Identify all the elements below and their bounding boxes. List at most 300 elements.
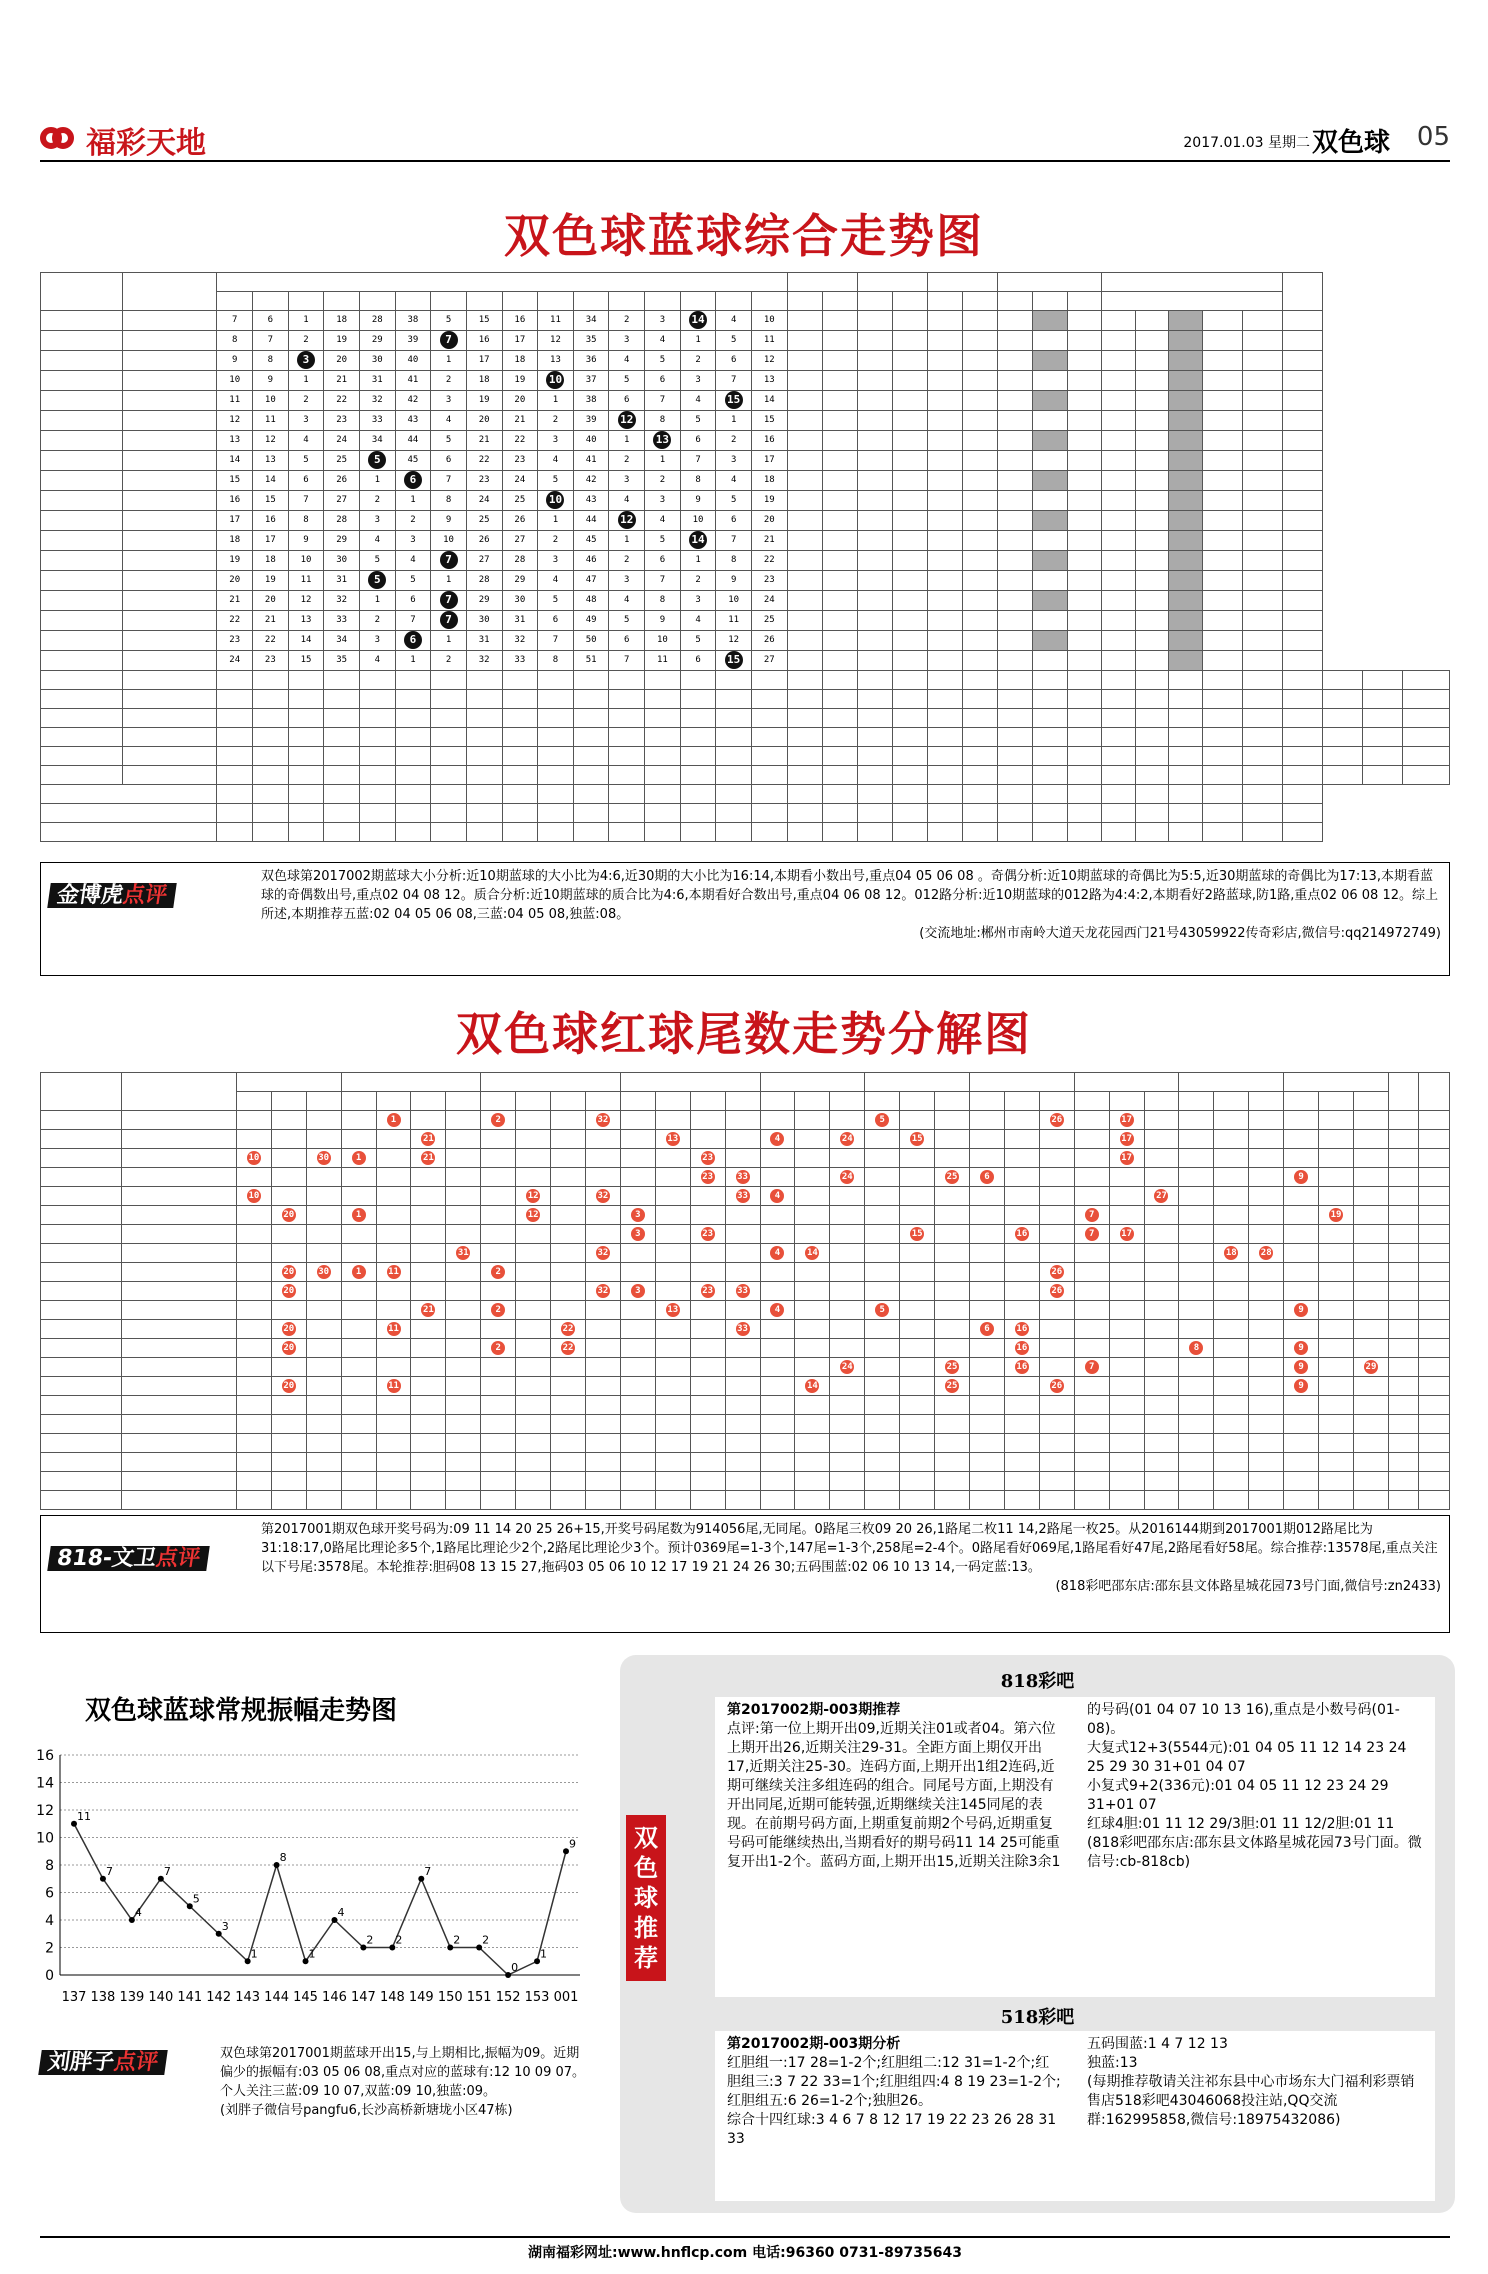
empty-cell — [822, 709, 857, 728]
tail-cell — [620, 1206, 655, 1225]
stat-cell — [822, 591, 857, 611]
tail-cell — [690, 1187, 725, 1206]
dist-cell: 1 — [716, 411, 752, 431]
hit-ball: 26 — [1051, 1380, 1063, 1391]
sum-cell — [1388, 1111, 1418, 1130]
tail-cell — [760, 1130, 795, 1149]
hit-ball: 7 — [440, 591, 458, 609]
stats-row — [41, 804, 1450, 823]
tail-cell — [1203, 371, 1243, 391]
empty-cell — [1249, 1453, 1284, 1472]
tail-cell — [411, 1263, 446, 1282]
dist-cell: 36 — [573, 351, 609, 371]
stat-cell — [822, 351, 857, 371]
empty-cell — [857, 766, 892, 785]
empty-cell — [585, 1453, 620, 1472]
empty-cell — [1354, 1491, 1389, 1510]
stat-cell — [822, 371, 857, 391]
stats-cell — [1032, 823, 1067, 842]
hit-ball: 21 — [422, 1152, 434, 1163]
route-cell — [1067, 551, 1101, 571]
tail-cell — [1135, 351, 1169, 371]
subheader-cell — [760, 1092, 795, 1111]
grp-cell — [1419, 1339, 1450, 1358]
dist-cell: 4 — [716, 311, 752, 331]
stat-cell — [962, 651, 997, 671]
tail-cell — [1243, 511, 1283, 531]
empty-cell — [431, 671, 467, 690]
tail-cell — [481, 1244, 516, 1263]
hit-ball: 20 — [283, 1266, 295, 1277]
empty-cell — [927, 690, 962, 709]
empty-cell — [1214, 1396, 1249, 1415]
tail-cell — [306, 1358, 341, 1377]
dist-cell: 11 — [217, 391, 253, 411]
empty-cell — [253, 671, 289, 690]
dist-cell: 45 — [573, 531, 609, 551]
tail-cell — [411, 1206, 446, 1225]
empty-cell — [411, 1472, 446, 1491]
tail-cell — [620, 1263, 655, 1282]
tail-cell — [306, 1282, 341, 1301]
empty-cell — [1284, 1491, 1319, 1510]
data-row — [41, 491, 1450, 511]
data-label: 1 — [250, 1947, 258, 1961]
stat-cell — [962, 611, 997, 631]
stat-cell — [857, 431, 892, 451]
empty-cell — [725, 1491, 760, 1510]
dist-cell: 13 — [288, 611, 324, 631]
x-tick-label: 142 — [206, 1990, 232, 2005]
empty-cell — [892, 709, 927, 728]
dist-cell: 1 — [288, 311, 324, 331]
grp-cell — [1419, 1377, 1450, 1396]
dist-cell: 20 — [752, 511, 788, 531]
dist-cell: 2 — [288, 331, 324, 351]
dist-cell — [431, 551, 467, 571]
stats-cell — [395, 823, 431, 842]
empty-cell — [1144, 1396, 1179, 1415]
empty-cell — [969, 1491, 1004, 1510]
stats-cell — [1169, 785, 1203, 804]
stat-cell — [927, 311, 962, 331]
empty-cell — [1319, 1472, 1354, 1491]
data-row — [41, 1206, 1450, 1225]
dist-cell: 2 — [645, 471, 681, 491]
tail-cell — [516, 1339, 551, 1358]
stat-cell — [892, 371, 927, 391]
tail-cell — [271, 1263, 306, 1282]
subheader-cell — [900, 1092, 935, 1111]
data-label: 0 — [511, 1961, 519, 1974]
hit-ball: 32 — [597, 1114, 609, 1125]
stats-cell — [716, 785, 752, 804]
empty-cell — [573, 671, 609, 690]
empty-cell — [1109, 1453, 1144, 1472]
tail-cell — [236, 1358, 271, 1377]
empty-cell — [609, 728, 645, 747]
empty-cell — [997, 709, 1032, 728]
dist-cell: 2 — [609, 551, 645, 571]
empty-cell — [1203, 690, 1243, 709]
empty-cell — [725, 1472, 760, 1491]
data-row — [41, 1320, 1450, 1339]
col-pc — [927, 273, 997, 292]
tail-cell — [1074, 1301, 1109, 1320]
tail-cell — [1135, 331, 1169, 351]
tail-cell — [900, 1282, 935, 1301]
stat-cell — [892, 331, 927, 351]
stat-cell — [857, 351, 892, 371]
x-tick-label: 149 — [408, 1990, 434, 2005]
dist-cell: 26 — [324, 471, 360, 491]
empty-cell — [1419, 1415, 1450, 1434]
data-row — [41, 351, 1450, 371]
tail-cell — [516, 1149, 551, 1168]
dist-cell: 8 — [253, 351, 289, 371]
dist-cell: 40 — [573, 431, 609, 451]
stat-cell — [927, 391, 962, 411]
empty-cell — [900, 1472, 935, 1491]
empty-cell — [1322, 671, 1362, 690]
period-cell — [41, 1358, 122, 1377]
tail-cell — [1284, 1339, 1319, 1358]
empty-cell — [822, 747, 857, 766]
stat-cell — [892, 491, 927, 511]
data-row — [41, 1244, 1450, 1263]
hit-ball: 30 — [318, 1152, 330, 1163]
comment-1 — [40, 862, 1450, 976]
stats-cell — [431, 785, 467, 804]
period-cell — [41, 591, 123, 611]
dist-cell: 38 — [573, 391, 609, 411]
stat-cell — [857, 331, 892, 351]
tail-cell — [341, 1149, 376, 1168]
stats-row — [41, 823, 1450, 842]
empty-cell — [538, 671, 574, 690]
tail-cell — [446, 1130, 481, 1149]
dist-cell: 1 — [609, 431, 645, 451]
empty-cell — [253, 728, 289, 747]
empty-cell — [1388, 1396, 1418, 1415]
tail-group — [341, 1073, 481, 1092]
hit-ball: 20 — [283, 1209, 295, 1220]
data-row — [41, 411, 1450, 431]
hit-ball: 2 — [491, 1341, 505, 1355]
brand-logo: 福彩天地 — [40, 118, 206, 162]
empty-row — [41, 1491, 1450, 1510]
tail-cell — [446, 1320, 481, 1339]
ball-cell — [123, 631, 217, 651]
empty-cell — [1179, 1472, 1214, 1491]
empty-cell — [1101, 671, 1135, 690]
y-tick-label: 12 — [36, 1803, 54, 1819]
dist-cell — [645, 431, 681, 451]
stats-cell — [1169, 823, 1203, 842]
empty-cell — [359, 747, 395, 766]
dist-cell: 3 — [538, 431, 574, 451]
hit-ball: 24 — [841, 1361, 853, 1372]
tail-cell — [1319, 1168, 1354, 1187]
tail-cell — [1179, 1206, 1214, 1225]
tail-cell — [1319, 1225, 1354, 1244]
dist-cell: 26 — [752, 631, 788, 651]
sum-cell — [1388, 1301, 1418, 1320]
tail-cell — [1243, 611, 1283, 631]
stat-cell — [787, 411, 822, 431]
empty-row — [41, 1472, 1450, 1491]
empty-cell — [830, 1491, 865, 1510]
tail-cell — [1214, 1187, 1249, 1206]
tail-cell — [1109, 1320, 1144, 1339]
tail-cell — [585, 1168, 620, 1187]
tail-cell — [1354, 1111, 1389, 1130]
route-cell — [1067, 331, 1101, 351]
tail-cell — [341, 1301, 376, 1320]
comment-badge: 刘胖子点评 — [38, 2050, 168, 2075]
tail-cell — [935, 1263, 970, 1282]
dist-cell: 18 — [217, 531, 253, 551]
tail-cell — [1203, 531, 1243, 551]
subheader-cell — [306, 1092, 341, 1111]
empty-cell — [1135, 671, 1169, 690]
tail-group — [236, 1073, 341, 1092]
empty-cell — [760, 1434, 795, 1453]
stats-cell — [431, 804, 467, 823]
dist-cell: 32 — [359, 391, 395, 411]
tail-cell — [1319, 1358, 1354, 1377]
hit-ball: 2 — [491, 1303, 505, 1317]
grp-cell — [1419, 1111, 1450, 1130]
tail-cell — [1004, 1206, 1039, 1225]
dist-cell: 8 — [645, 591, 681, 611]
empty-cell — [1067, 728, 1101, 747]
empty-cell — [1032, 766, 1067, 785]
dist-cell: 15 — [752, 411, 788, 431]
empty-cell — [1214, 1491, 1249, 1510]
tail-cell — [725, 1187, 760, 1206]
empty-cell — [123, 690, 217, 709]
empty-cell — [236, 1491, 271, 1510]
hit-ball: 33 — [737, 1190, 748, 1201]
empty-cell — [123, 709, 217, 728]
tail-cell — [1109, 1225, 1144, 1244]
x-tick-label: 139 — [119, 1990, 145, 2005]
empty-cell — [376, 1472, 411, 1491]
empty-cell — [466, 766, 502, 785]
dist-cell: 1 — [645, 451, 681, 471]
empty-cell — [341, 1415, 376, 1434]
hit-ball: 1 — [352, 1265, 366, 1279]
empty-cell — [1039, 1453, 1074, 1472]
stats-cell — [253, 785, 289, 804]
tail-cell — [1354, 1358, 1389, 1377]
ball-cell — [122, 1244, 237, 1263]
subheader-cell — [1074, 1092, 1109, 1111]
period-cell — [41, 1339, 122, 1358]
ball-cell — [122, 1339, 237, 1358]
tail-cell — [1249, 1244, 1284, 1263]
empty-cell — [655, 1453, 690, 1472]
stats-cell — [395, 804, 431, 823]
empty-cell — [857, 709, 892, 728]
stat-cell — [962, 571, 997, 591]
tail-cell — [620, 1339, 655, 1358]
empty-cell — [1283, 709, 1323, 728]
stats-cell — [787, 785, 822, 804]
period-cell — [41, 709, 123, 728]
empty-cell — [787, 671, 822, 690]
stats-cell — [892, 785, 927, 804]
tail-cell — [900, 1168, 935, 1187]
empty-cell — [288, 747, 324, 766]
dist-cell: 45 — [395, 451, 431, 471]
empty-cell — [857, 728, 892, 747]
tail-cell — [481, 1206, 516, 1225]
empty-cell — [1179, 1491, 1214, 1510]
dist-cell: 4 — [359, 531, 395, 551]
empty-cell — [395, 690, 431, 709]
empty-cell — [865, 1472, 900, 1491]
tail-cell — [1004, 1149, 1039, 1168]
dist-cell: 5 — [716, 331, 752, 351]
empty-cell — [620, 1415, 655, 1434]
empty-cell — [1179, 1415, 1214, 1434]
dist-cell: 12 — [538, 331, 574, 351]
empty-cell — [1243, 690, 1283, 709]
data-label: 9 — [569, 1837, 576, 1851]
dist-cell: 2 — [288, 391, 324, 411]
tail-num — [1283, 511, 1323, 531]
empty-cell — [795, 1434, 830, 1453]
tail-cell — [1169, 411, 1203, 431]
empty-cell — [585, 1396, 620, 1415]
dist-cell: 29 — [466, 591, 502, 611]
tail-cell — [1109, 1339, 1144, 1358]
blue-trend-table — [40, 272, 1450, 842]
data-label: 7 — [163, 1864, 171, 1878]
tail-cell — [1135, 631, 1169, 651]
tail-cell — [1074, 1377, 1109, 1396]
tail-cell — [1135, 571, 1169, 591]
dist-cell: 22 — [502, 431, 538, 451]
dist-cell — [288, 351, 324, 371]
empty-cell — [645, 728, 681, 747]
tail-cell — [865, 1320, 900, 1339]
dist-cell — [538, 491, 574, 511]
dist-cell: 7 — [716, 531, 752, 551]
tail-cell — [690, 1130, 725, 1149]
tail-cell — [1243, 371, 1283, 391]
dist-cell: 3 — [359, 511, 395, 531]
stats-cell — [787, 823, 822, 842]
y-tick-label: 10 — [36, 1830, 54, 1847]
col-size — [787, 273, 857, 292]
tail-cell — [551, 1282, 586, 1301]
empty-cell — [1135, 766, 1169, 785]
stat-cell — [822, 511, 857, 531]
stats-cell — [857, 804, 892, 823]
route-cell — [997, 431, 1032, 451]
empty-cell — [1039, 1491, 1074, 1510]
period-cell — [41, 511, 123, 531]
stat-cell — [822, 331, 857, 351]
tail-cell — [1135, 531, 1169, 551]
tail-cell — [969, 1301, 1004, 1320]
stats-cell — [573, 804, 609, 823]
stat-cell — [927, 591, 962, 611]
stat-cell — [927, 371, 962, 391]
tail-cell — [1135, 611, 1169, 631]
stats-cell — [1101, 823, 1135, 842]
dist-cell: 7 — [680, 451, 716, 471]
tail-cell — [1243, 491, 1283, 511]
tail-cell — [1319, 1320, 1354, 1339]
route-cell — [1032, 351, 1067, 371]
tail-cell — [236, 1320, 271, 1339]
tail-cell — [376, 1282, 411, 1301]
empty-cell — [1135, 690, 1169, 709]
tail-cell — [690, 1358, 725, 1377]
dist-cell — [538, 371, 574, 391]
hit-ball: 8 — [1189, 1341, 1203, 1355]
route-cell — [997, 571, 1032, 591]
dist-cell: 28 — [359, 311, 395, 331]
empty-cell — [1354, 1453, 1389, 1472]
empty-cell — [935, 1453, 970, 1472]
stat-cell — [787, 631, 822, 651]
empty-cell — [969, 1434, 1004, 1453]
tail-cell — [1004, 1301, 1039, 1320]
stat-cell — [927, 651, 962, 671]
tail-cell — [446, 1149, 481, 1168]
hit-ball: 23 — [702, 1228, 714, 1239]
tail-cell — [236, 1187, 271, 1206]
tail-cell — [446, 1263, 481, 1282]
route-cell — [1032, 531, 1067, 551]
hit-ball: 22 — [562, 1323, 574, 1334]
dist-cell: 23 — [466, 471, 502, 491]
tail-cell — [1179, 1168, 1214, 1187]
amplitude-chart — [30, 1745, 600, 2035]
tail-cell — [585, 1358, 620, 1377]
empty-cell — [1144, 1453, 1179, 1472]
dist-cell: 22 — [324, 391, 360, 411]
tail-cell — [1179, 1282, 1214, 1301]
empty-cell — [236, 1472, 271, 1491]
empty-cell — [830, 1472, 865, 1491]
ball-cell — [123, 391, 217, 411]
empty-cell — [123, 747, 217, 766]
tail-cell — [1074, 1111, 1109, 1130]
stats-cell — [217, 823, 253, 842]
x-tick-label: 144 — [264, 1990, 290, 2005]
dist-cell: 5 — [538, 591, 574, 611]
ball-cell — [123, 471, 217, 491]
subheader-cell — [716, 292, 752, 311]
tail-cell — [306, 1377, 341, 1396]
empty-cell — [1179, 1396, 1214, 1415]
tail-group — [760, 1073, 865, 1092]
dist-cell: 6 — [609, 631, 645, 651]
tail-cell — [1074, 1206, 1109, 1225]
tail-cell — [1101, 611, 1135, 631]
tail-cell — [969, 1149, 1004, 1168]
empty-cell — [1004, 1415, 1039, 1434]
dist-cell: 40 — [395, 351, 431, 371]
empty-cell — [573, 766, 609, 785]
tail-cell — [725, 1339, 760, 1358]
